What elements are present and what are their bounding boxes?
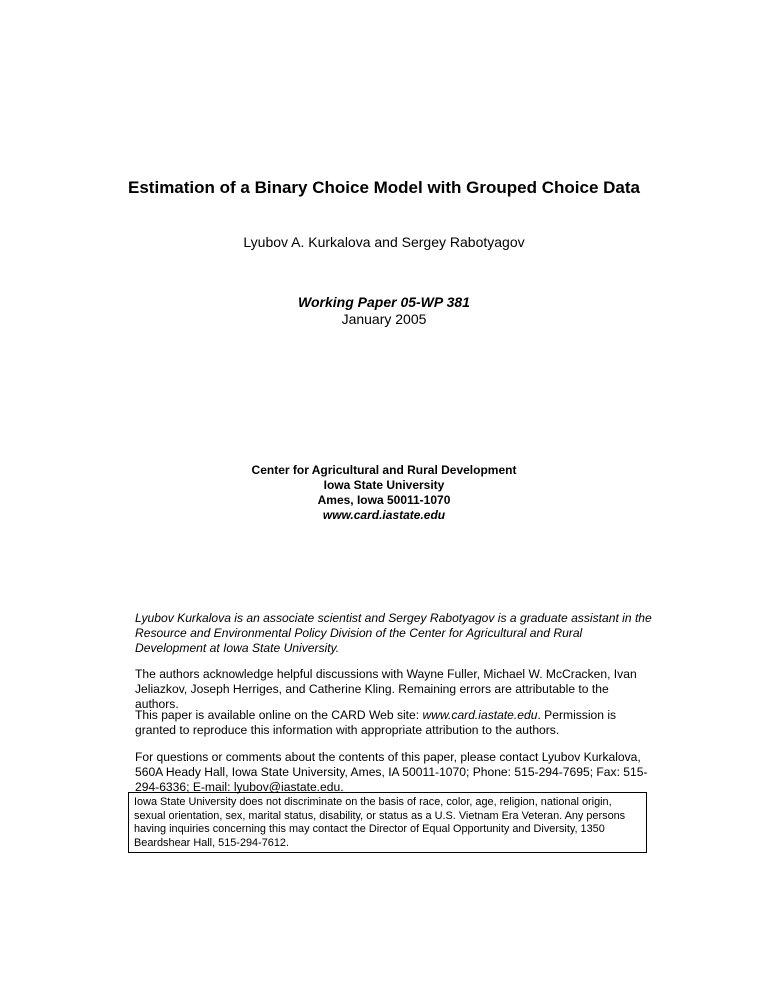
center-address: Ames, Iowa 50011-1070 [317, 493, 451, 507]
working-paper-number: Working Paper 05-WP 381 [298, 294, 470, 310]
paper-authors: Lyubov A. Kurkalova and Sergey Rabotyagov [243, 234, 525, 250]
center-name: Center for Agricultural and Rural Development [251, 463, 517, 477]
contact-info: For questions or comments about the contents of this paper, please contact Lyubov Kurkalova, 560A Heady Hall, Iowa State University, Ames, IA 50011-1070; Phone: 515-294-7695; Fax: 515-294-6336; E-mail: lyubov@iastate.edu. [135, 750, 648, 794]
availability-text-start: This paper is available online on the CARD Web site: [135, 708, 423, 722]
nondiscrimination-notice: Iowa State University does not discriminate on the basis of race, color, age, religion, national origin, sexual orientation, sex, marital status, disability, or status as a U.S. Vietnam Era Veteran. Any persons having inquiries concerning this may contact the Director of Equal Opportunity and Diversity, 1350 Beardshear Hall, 515-294-7612. [128, 792, 647, 853]
availability-text-end: . Permission is granted to reproduce this information with appropriate attribution to the authors. [135, 708, 617, 737]
author-bio: Lyubov Kurkalova is an associate scientist and Sergey Rabotyagov is a graduate assistant in the Resource and Environmental Policy Division of the Center for Agricultural and Rural Development at Iowa State University. [135, 611, 652, 655]
availability-site: www.card.iastate.edu [422, 708, 538, 722]
acknowledgment: The authors acknowledge helpful discussions with Wayne Fuller, Michael W. McCracken, Ivan Jeliazkov, Joseph Herriges, and Catherine Kling. Remaining errors are attributable to the authors. [135, 667, 637, 711]
center-website: www.card.iastate.edu [322, 508, 446, 522]
paper-title: Estimation of a Binary Choice Model with Grouped Choice Data [128, 178, 640, 197]
publication-date: January 2005 [341, 311, 427, 327]
availability-note [135, 708, 655, 738]
center-university: Iowa State University [323, 478, 445, 492]
